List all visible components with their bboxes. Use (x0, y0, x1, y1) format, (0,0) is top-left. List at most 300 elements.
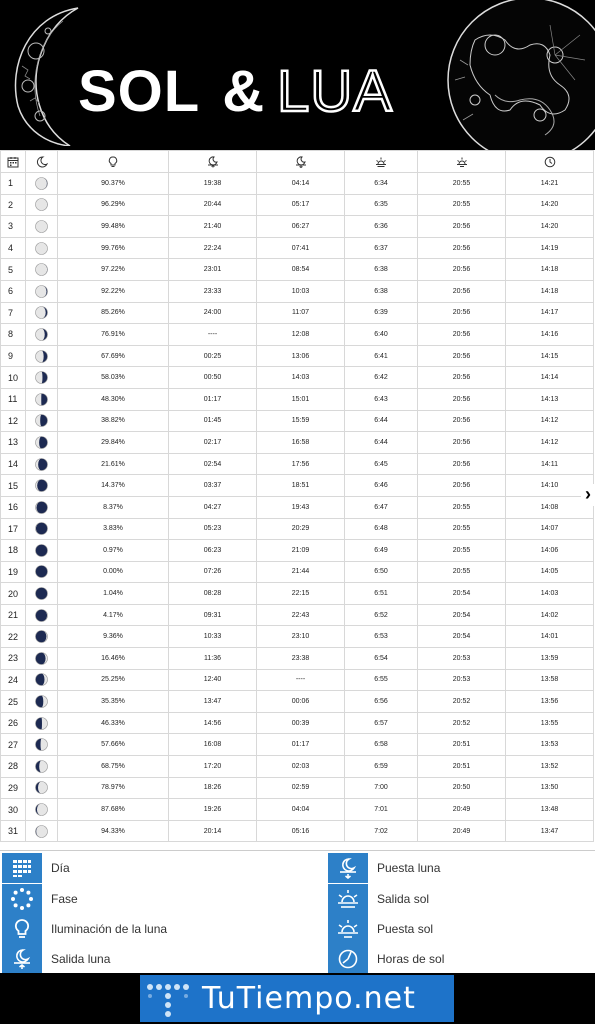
cell-sunset: 20:55 (418, 496, 506, 518)
cell-sunset: 20:54 (418, 583, 506, 605)
cell-moonset: 23:10 (257, 626, 345, 648)
cell-illum: 9.36% (58, 626, 169, 648)
cell-day: 19 (1, 561, 26, 583)
cell-sunrise: 6:46 (345, 475, 418, 497)
moon-phase-icon (35, 350, 48, 363)
table-row (1, 777, 594, 799)
table-row (1, 345, 594, 367)
cell-sunrise: 6:53 (345, 626, 418, 648)
cell-sunset: 20:52 (418, 712, 506, 734)
cell-illum: 35.35% (58, 691, 169, 713)
brand-name: TuTiempo.net (202, 981, 416, 1016)
cell-moonrise: 08:28 (169, 583, 257, 605)
cell-sunset: 20:49 (418, 799, 506, 821)
moon-phase-icon (35, 695, 48, 708)
legend-label-sunset: Puesta sol (377, 922, 434, 936)
cell-hours: 14:14 (506, 367, 594, 389)
cell-sunrise: 6:37 (345, 237, 418, 259)
cell-illum: 57.66% (58, 734, 169, 756)
cell-illum: 1.04% (58, 583, 169, 605)
cell-phase (26, 648, 58, 670)
cell-sunset: 20:53 (418, 669, 506, 691)
cell-illum: 16.46% (58, 648, 169, 670)
table-row (1, 799, 594, 821)
cell-sunrise: 7:02 (345, 820, 418, 842)
cell-sunset: 20:55 (418, 540, 506, 562)
cell-moonset: 07:41 (257, 237, 345, 259)
cell-moonrise: 00:50 (169, 367, 257, 389)
cell-moonrise: 18:26 (169, 777, 257, 799)
cell-phase (26, 173, 58, 195)
table-row (1, 453, 594, 475)
cell-day: 10 (1, 367, 26, 389)
cell-illum: 96.29% (58, 194, 169, 216)
cell-day: 26 (1, 712, 26, 734)
cell-moonset: 00:06 (257, 691, 345, 713)
cell-sunrise: 6:44 (345, 432, 418, 454)
table-row (1, 367, 594, 389)
table-row (1, 410, 594, 432)
cell-hours: 14:16 (506, 324, 594, 346)
sun-hours-icon (328, 944, 368, 974)
cell-moonrise: 00:25 (169, 345, 257, 367)
header-phase (26, 151, 58, 173)
cell-moonset: 10:03 (257, 280, 345, 302)
cell-phase (26, 734, 58, 756)
sun-moon-table (0, 150, 594, 842)
cell-hours: 14:21 (506, 173, 594, 195)
cell-day: 1 (1, 173, 26, 195)
cell-moonset: 02:03 (257, 756, 345, 778)
table-row (1, 691, 594, 713)
moon-phase-icon (35, 371, 48, 384)
cell-hours: 14:15 (506, 345, 594, 367)
legend-label-illumination: Iluminación de la luna (51, 922, 168, 936)
cell-illum: 4.17% (58, 604, 169, 626)
cell-sunset: 20:49 (418, 820, 506, 842)
table-header-row (1, 151, 594, 173)
cell-moonset: 02:59 (257, 777, 345, 799)
cell-sunrise: 6:55 (345, 669, 418, 691)
cell-sunset: 20:55 (418, 561, 506, 583)
cell-hours: 14:20 (506, 216, 594, 238)
cell-sunrise: 6:40 (345, 324, 418, 346)
moon-phase-icon (35, 220, 48, 233)
cell-hours: 13:52 (506, 756, 594, 778)
cell-moonrise: 06:23 (169, 540, 257, 562)
cell-phase (26, 626, 58, 648)
sunset-icon (456, 156, 468, 168)
cell-moonset: 15:59 (257, 410, 345, 432)
table-row (1, 280, 594, 302)
moon-phase-icon (35, 285, 48, 298)
cell-illum: 3.83% (58, 518, 169, 540)
cell-sunrise: 6:47 (345, 496, 418, 518)
table-row (1, 734, 594, 756)
table-row (1, 756, 594, 778)
cell-illum: 99.76% (58, 237, 169, 259)
cell-illum: 94.33% (58, 820, 169, 842)
cell-sunrise: 6:36 (345, 216, 418, 238)
cell-illum: 90.37% (58, 173, 169, 195)
title-lua: LUA (277, 59, 393, 124)
header-moonset (257, 151, 345, 173)
dots-logo-icon (142, 979, 198, 1019)
legend-item-moonset (328, 853, 440, 883)
cell-moonrise: 16:08 (169, 734, 257, 756)
moon-phase-icon (35, 263, 48, 276)
moon-phase-icon (35, 436, 48, 449)
banner-title (78, 59, 393, 124)
cell-day: 6 (1, 280, 26, 302)
moon-phase-icon (35, 565, 48, 578)
cell-moonset: 13:06 (257, 345, 345, 367)
legend-label-phase: Fase (51, 892, 78, 906)
cell-sunrise: 6:42 (345, 367, 418, 389)
cell-day: 5 (1, 259, 26, 281)
cell-moonset: 17:56 (257, 453, 345, 475)
title-ampersand: & (222, 59, 266, 124)
cell-hours: 14:10 (506, 475, 594, 497)
banner (0, 0, 595, 150)
cell-illum: 0.00% (58, 561, 169, 583)
cell-phase (26, 691, 58, 713)
cell-illum: 87.68% (58, 799, 169, 821)
cell-moonrise: 24:00 (169, 302, 257, 324)
cell-day: 9 (1, 345, 26, 367)
cell-sunrise: 6:52 (345, 604, 418, 626)
cell-illum: 78.97% (58, 777, 169, 799)
cell-phase (26, 367, 58, 389)
cell-hours: 14:11 (506, 453, 594, 475)
cell-moonset: 04:14 (257, 173, 345, 195)
cell-day: 25 (1, 691, 26, 713)
cell-day: 7 (1, 302, 26, 324)
cell-day: 3 (1, 216, 26, 238)
legend-item-sunset (328, 914, 433, 944)
cell-hours: 13:53 (506, 734, 594, 756)
legend-label-moonrise: Salida luna (51, 952, 111, 966)
cell-day: 18 (1, 540, 26, 562)
cell-day: 27 (1, 734, 26, 756)
table-row (1, 388, 594, 410)
sunrise-icon (328, 884, 368, 914)
cell-sunrise: 6:39 (345, 302, 418, 324)
cell-sunrise: 6:44 (345, 410, 418, 432)
legend-item-moonrise (2, 944, 110, 974)
legend-label-sunrise: Salida sol (377, 892, 430, 906)
cell-hours: 14:12 (506, 432, 594, 454)
cell-sunset: 20:55 (418, 518, 506, 540)
cell-sunset: 20:56 (418, 302, 506, 324)
cell-hours: 14:06 (506, 540, 594, 562)
cell-phase (26, 518, 58, 540)
moon-phase-icon (35, 609, 48, 622)
cell-moonset: 23:38 (257, 648, 345, 670)
moonset-icon (295, 156, 307, 168)
cell-moonrise: 03:37 (169, 475, 257, 497)
moon-phase-icon (35, 673, 48, 686)
cell-illum: 68.75% (58, 756, 169, 778)
cell-hours: 13:59 (506, 648, 594, 670)
lightbulb-icon (107, 156, 119, 168)
cell-moonrise: 01:17 (169, 388, 257, 410)
legend-item-sun-hours (328, 944, 444, 974)
cell-day: 28 (1, 756, 26, 778)
clock-icon (544, 156, 556, 168)
header-sun-hours (506, 151, 594, 173)
cell-hours: 14:03 (506, 583, 594, 605)
table-row (1, 302, 594, 324)
cell-sunset: 20:56 (418, 324, 506, 346)
cell-day: 29 (1, 777, 26, 799)
cell-hours: 13:47 (506, 820, 594, 842)
cell-moonrise: 21:40 (169, 216, 257, 238)
cell-moonrise: 10:33 (169, 626, 257, 648)
cell-moonset: 22:15 (257, 583, 345, 605)
moon-phase-icon (35, 803, 48, 816)
cell-moonset: 00:39 (257, 712, 345, 734)
cell-sunrise: 6:45 (345, 453, 418, 475)
cell-sunset: 20:56 (418, 388, 506, 410)
legend-item-sunrise (328, 884, 429, 914)
next-arrow-button[interactable]: › (581, 484, 595, 506)
cell-sunrise: 6:41 (345, 345, 418, 367)
cell-moonrise: 02:54 (169, 453, 257, 475)
legend-label-moonset: Puesta luna (377, 861, 441, 875)
cell-sunrise: 6:58 (345, 734, 418, 756)
cell-sunrise: 6:43 (345, 388, 418, 410)
cell-sunset: 20:51 (418, 756, 506, 778)
cell-phase (26, 453, 58, 475)
cell-day: 8 (1, 324, 26, 346)
cell-phase (26, 561, 58, 583)
cell-hours: 13:58 (506, 669, 594, 691)
cell-hours: 14:08 (506, 496, 594, 518)
cell-sunrise: 6:56 (345, 691, 418, 713)
moon-phase-icon (35, 760, 48, 773)
cell-moonset: 11:07 (257, 302, 345, 324)
cell-sunset: 20:56 (418, 216, 506, 238)
cell-sunset: 20:56 (418, 237, 506, 259)
header-day (1, 151, 26, 173)
legend-item-illumination (2, 914, 167, 944)
table-row (1, 712, 594, 734)
cell-sunrise: 6:54 (345, 648, 418, 670)
cell-moonrise: 01:45 (169, 410, 257, 432)
cell-phase (26, 583, 58, 605)
moon-phase-icon (35, 242, 48, 255)
cell-day: 20 (1, 583, 26, 605)
cell-moonset: 21:09 (257, 540, 345, 562)
moon-phase-icon (35, 587, 48, 600)
cell-phase (26, 194, 58, 216)
cell-hours: 14:20 (506, 194, 594, 216)
cell-illum: 38.82% (58, 410, 169, 432)
legend-label-sun-hours: Horas de sol (377, 952, 445, 966)
cell-illum: 85.26% (58, 302, 169, 324)
lightbulb-icon (2, 914, 42, 944)
cell-sunrise: 6:59 (345, 756, 418, 778)
table-row (1, 237, 594, 259)
legend-item-phase (2, 884, 78, 914)
cell-phase (26, 216, 58, 238)
cell-moonrise: 13:47 (169, 691, 257, 713)
cell-moonset: 21:44 (257, 561, 345, 583)
cell-sunrise: 6:51 (345, 583, 418, 605)
cell-moonrise: 07:26 (169, 561, 257, 583)
table-row (1, 561, 594, 583)
cell-sunset: 20:56 (418, 453, 506, 475)
cell-day: 12 (1, 410, 26, 432)
cell-sunrise: 6:38 (345, 259, 418, 281)
cell-hours: 13:50 (506, 777, 594, 799)
moon-phase-icon (35, 652, 48, 665)
moon-phase-icon (35, 630, 48, 643)
table-row (1, 540, 594, 562)
table-row (1, 583, 594, 605)
cell-moonrise: 23:33 (169, 280, 257, 302)
cell-sunrise: 7:00 (345, 777, 418, 799)
cell-illum: 67.69% (58, 345, 169, 367)
cell-day: 23 (1, 648, 26, 670)
moon-phase-icon (35, 306, 48, 319)
cell-moonrise: 20:14 (169, 820, 257, 842)
cell-day: 21 (1, 604, 26, 626)
header-sunrise (345, 151, 418, 173)
cell-day: 15 (1, 475, 26, 497)
cell-hours: 14:18 (506, 280, 594, 302)
cell-hours: 14:19 (506, 237, 594, 259)
table-body (1, 173, 594, 842)
cell-moonset: 01:17 (257, 734, 345, 756)
cell-day: 14 (1, 453, 26, 475)
sunrise-icon (375, 156, 387, 168)
cell-day: 4 (1, 237, 26, 259)
cell-hours: 13:55 (506, 712, 594, 734)
cell-phase (26, 259, 58, 281)
cell-illum: 21.61% (58, 453, 169, 475)
table-row (1, 216, 594, 238)
cell-moonset: 18:51 (257, 475, 345, 497)
cell-hours: 14:18 (506, 259, 594, 281)
cell-moonset: 14:03 (257, 367, 345, 389)
full-moon-illustration (435, 0, 595, 150)
calendar-icon (2, 853, 42, 883)
cell-sunset: 20:54 (418, 626, 506, 648)
cell-illum: 76.91% (58, 324, 169, 346)
cell-phase (26, 799, 58, 821)
cell-day: 24 (1, 669, 26, 691)
cell-sunrise: 6:49 (345, 540, 418, 562)
footer (0, 973, 595, 1024)
table-row (1, 173, 594, 195)
cell-phase (26, 324, 58, 346)
legend (0, 850, 595, 973)
cell-sunset: 20:56 (418, 475, 506, 497)
cell-sunset: 20:51 (418, 734, 506, 756)
cell-sunrise: 6:50 (345, 561, 418, 583)
cell-moonrise: 02:17 (169, 432, 257, 454)
table-row (1, 324, 594, 346)
cell-phase (26, 777, 58, 799)
cell-moonrise: 12:40 (169, 669, 257, 691)
sunset-icon (328, 914, 368, 944)
cell-moonset: 19:43 (257, 496, 345, 518)
legend-label-day: Día (51, 861, 70, 875)
moon-phase-icon (35, 781, 48, 794)
cell-moonset: 16:58 (257, 432, 345, 454)
cell-phase (26, 756, 58, 778)
cell-phase (26, 540, 58, 562)
cell-moonrise: 22:24 (169, 237, 257, 259)
cell-phase (26, 820, 58, 842)
cell-phase (26, 302, 58, 324)
cell-illum: 8.37% (58, 496, 169, 518)
cell-day: 13 (1, 432, 26, 454)
cell-phase (26, 280, 58, 302)
tutiempo-logo[interactable] (140, 975, 454, 1022)
cell-sunset: 20:56 (418, 259, 506, 281)
cell-illum: 46.33% (58, 712, 169, 734)
cell-moonset: 05:16 (257, 820, 345, 842)
cell-illum: 92.22% (58, 280, 169, 302)
cell-hours: 14:12 (506, 410, 594, 432)
cell-hours: 14:13 (506, 388, 594, 410)
cell-day: 30 (1, 799, 26, 821)
header-moonrise (169, 151, 257, 173)
moon-phase-icon (35, 177, 48, 190)
cell-sunrise: 6:38 (345, 280, 418, 302)
cell-sunset: 20:55 (418, 194, 506, 216)
cell-phase (26, 604, 58, 626)
cell-illum: 99.48% (58, 216, 169, 238)
table-row (1, 259, 594, 281)
moon-phase-icon (35, 198, 48, 211)
cell-moonrise: 23:01 (169, 259, 257, 281)
moonrise-icon (207, 156, 219, 168)
cell-phase (26, 345, 58, 367)
moon-phase-icon (36, 156, 48, 168)
moonrise-icon (2, 944, 42, 974)
moon-phase-icon (35, 328, 48, 341)
moon-phase-icon (35, 717, 48, 730)
cell-moonrise: 05:23 (169, 518, 257, 540)
cell-phase (26, 237, 58, 259)
cell-moonset: 20:29 (257, 518, 345, 540)
header-illumination (58, 151, 169, 173)
cell-moonset: 15:01 (257, 388, 345, 410)
table-row (1, 626, 594, 648)
table-row (1, 194, 594, 216)
cell-sunrise: 6:35 (345, 194, 418, 216)
cell-sunset: 20:56 (418, 367, 506, 389)
cell-hours: 13:48 (506, 799, 594, 821)
cell-hours: 13:56 (506, 691, 594, 713)
cell-sunrise: 6:34 (345, 173, 418, 195)
cell-moonset: 04:04 (257, 799, 345, 821)
moon-phase-icon (35, 479, 48, 492)
moon-phase-icon (35, 544, 48, 557)
sun-moon-table-container (0, 150, 595, 850)
cell-moonrise: 20:44 (169, 194, 257, 216)
table-row (1, 669, 594, 691)
cell-hours: 14:01 (506, 626, 594, 648)
moon-phase-icon (35, 522, 48, 535)
cell-moonrise: 11:36 (169, 648, 257, 670)
table-row (1, 820, 594, 842)
cell-moonrise: 04:27 (169, 496, 257, 518)
